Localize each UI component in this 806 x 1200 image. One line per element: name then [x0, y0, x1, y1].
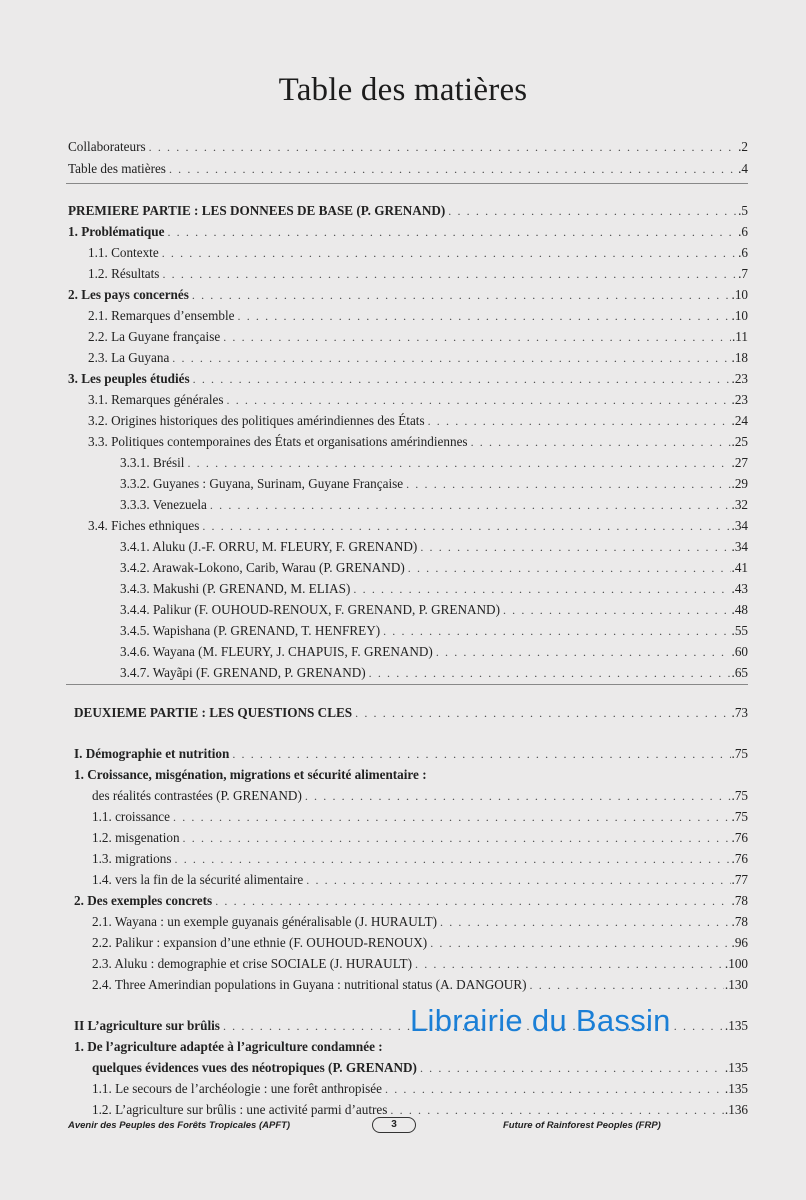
- toc-entry: [92, 935, 748, 951]
- toc-entry-label: 3.3.3. Venezuela: [120, 497, 207, 512]
- toc-entry-label: II L’agriculture sur brûlis: [74, 1018, 220, 1033]
- dot-leader: [305, 788, 731, 804]
- toc-entry: [92, 1060, 748, 1076]
- toc-entry-label: 2.2. La Guyane française: [88, 329, 221, 344]
- toc-entry-label: 1.1. Le secours de l’archéologie : une forêt anthropisée: [92, 1081, 383, 1096]
- dot-leader: [215, 893, 730, 909]
- dot-leader: [448, 203, 737, 219]
- toc-entry-label: 3.3. Politiques contemporaines des États et organisations amérindiennes: [88, 434, 468, 449]
- toc-entry-label: 3.4.1. Aluku (J.-F. ORRU, M. FLEURY, F. GRENAND): [120, 539, 418, 554]
- toc-entry-page: .65: [731, 665, 748, 680]
- toc-entry: [88, 434, 748, 450]
- toc-entry-label: 1. Problématique: [68, 224, 165, 239]
- dot-leader: [162, 266, 737, 282]
- toc-entry: [68, 139, 748, 155]
- dot-leader: [408, 560, 731, 576]
- watermark-text: Librairie du Bassin: [410, 1003, 671, 1038]
- toc-entry-label: 3.4.2. Arawak-Lokono, Carib, Warau (P. GRENAND): [120, 560, 405, 575]
- toc-entry-page: .76: [731, 830, 748, 845]
- toc-entry-page: .5: [738, 203, 748, 218]
- toc-entry-label: Table des matières: [68, 161, 166, 176]
- toc-entry-label: 2.1. Remarques d’ensemble: [88, 308, 235, 323]
- toc-entry: [120, 476, 748, 492]
- toc-entry-page: .96: [731, 935, 748, 950]
- toc-entry-label: 3.4.7. Wayãpi (F. GRENAND, P. GRENAND): [120, 665, 366, 680]
- toc-entry-page: .48: [731, 602, 748, 617]
- toc-entry-label: 3.3.1. Brésil: [120, 455, 185, 470]
- dot-leader: [223, 329, 731, 345]
- toc-entry: [92, 872, 748, 888]
- toc-entry: [68, 287, 748, 303]
- dot-leader: [428, 413, 731, 429]
- toc-entry-label: 2.3. La Guyana: [88, 350, 170, 365]
- toc-entry-label: 3.3.2. Guyanes : Guyana, Surinam, Guyane Française: [120, 476, 404, 491]
- toc-entry-page: .135: [724, 1081, 748, 1096]
- toc-entry: [92, 914, 748, 930]
- toc-entry-page: .76: [731, 851, 748, 866]
- toc-entry-label: Collaborateurs: [68, 139, 146, 154]
- toc-entry-page: .6: [738, 245, 748, 260]
- dot-leader: [420, 1060, 724, 1076]
- dot-leader: [175, 851, 731, 867]
- divider: [66, 183, 748, 184]
- toc-entry: [92, 830, 748, 846]
- toc-entry-page: .55: [731, 623, 748, 638]
- toc-entry: [68, 224, 748, 240]
- toc-entry-page: .29: [731, 476, 748, 491]
- toc-entry: [88, 329, 748, 345]
- toc-entry-page: .41: [731, 560, 748, 575]
- toc-entry: [120, 623, 748, 639]
- toc-entry-page: .7: [738, 266, 748, 281]
- dot-leader: [238, 308, 731, 324]
- toc-entry-page: .23: [731, 392, 748, 407]
- toc-entry-page: .32: [731, 497, 748, 512]
- toc-entry-label: 3.1. Remarques générales: [88, 392, 224, 407]
- toc-entry-label: 2. Des exemples concrets: [74, 893, 213, 908]
- toc-entry-page: .73: [731, 705, 748, 720]
- toc-entry-page: .10: [731, 308, 748, 323]
- dot-leader: [232, 746, 730, 762]
- dot-leader: [415, 956, 724, 972]
- toc-entry: [120, 665, 748, 681]
- toc-entry-page: .6: [738, 224, 748, 239]
- toc-entry-page: .136: [724, 1102, 748, 1117]
- toc-entry-page: .24: [731, 413, 748, 428]
- toc-entry: [88, 266, 748, 282]
- toc-entry-page: .60: [731, 644, 748, 659]
- toc-entry-page: .135: [724, 1060, 748, 1075]
- toc-entry-label: I. Démographie et nutrition: [74, 746, 230, 761]
- divider: [66, 684, 748, 685]
- dot-leader: [149, 139, 737, 155]
- dot-leader: [390, 1102, 724, 1118]
- toc-entry-page: .10: [731, 287, 748, 302]
- toc-entry-label: 1.2. Résultats: [88, 266, 160, 281]
- toc-entry: [92, 956, 748, 972]
- toc-entry-page: .75: [731, 746, 748, 761]
- toc-entry-label: 3.4.4. Palikur (F. OUHOUD-RENOUX, F. GRENAND, P. GRENAND): [120, 602, 500, 617]
- toc-entry: [68, 203, 748, 219]
- toc-entry: [74, 705, 748, 721]
- dot-leader: [355, 705, 730, 721]
- toc-entry-label: 2.1. Wayana : un exemple guyanais généralisable (J. HURAULT): [92, 914, 438, 929]
- toc-entry-label: 3. Les peuples étudiés: [68, 371, 190, 386]
- dot-leader: [210, 497, 731, 513]
- toc-entry: [92, 977, 748, 993]
- toc-entry-page: .75: [731, 788, 748, 803]
- toc-entry-page: .34: [731, 539, 748, 554]
- toc-entry-label: 2.3. Aluku : demographie et crise SOCIALE (J. HURAULT): [92, 956, 412, 971]
- dot-leader: [162, 245, 737, 261]
- toc-entry-page: .23: [731, 371, 748, 386]
- toc-entry-page: .130: [724, 977, 748, 992]
- toc-entry: [120, 539, 748, 555]
- toc-entry: [120, 497, 748, 513]
- toc-entry: [74, 746, 748, 762]
- toc-entry-page: .11: [732, 329, 748, 344]
- toc-entry-page: .18: [731, 350, 748, 365]
- toc-entry-label: 2.4. Three Amerindian populations in Guyana : nutritional status (A. DANGOUR): [92, 977, 527, 992]
- toc-entry: [120, 644, 748, 660]
- toc-entry-page: .25: [731, 434, 748, 449]
- toc-entry: [120, 581, 748, 597]
- toc-entry-page: .2: [738, 139, 748, 154]
- toc-entry: [88, 245, 748, 261]
- toc-entry: [120, 602, 748, 618]
- toc-entry-label: 1. De l’agriculture adaptée à l’agriculture condamnée :: [74, 1039, 383, 1054]
- dot-leader: [385, 1081, 724, 1097]
- toc-entry-page: .77: [731, 872, 748, 887]
- dot-leader: [440, 914, 730, 930]
- dot-leader: [406, 476, 730, 492]
- toc-entry: [92, 851, 748, 867]
- toc-entry-page: .135: [724, 1018, 748, 1033]
- toc-entry-label: 1.1. croissance: [92, 809, 170, 824]
- toc-entry: [88, 308, 748, 324]
- toc-entry-label: 1.1. Contexte: [88, 245, 159, 260]
- toc-entry-label: 3.4.6. Wayana (M. FLEURY, J. CHAPUIS, F. GRENAND): [120, 644, 433, 659]
- dot-leader: [503, 602, 731, 618]
- dot-leader: [169, 161, 737, 177]
- toc-entry: [74, 1039, 748, 1055]
- dot-leader: [369, 665, 731, 681]
- toc-entry: [88, 518, 748, 534]
- toc-entry-label: 2. Les pays concernés: [68, 287, 189, 302]
- dot-leader: [202, 518, 730, 534]
- toc-entry-page: .4: [738, 161, 748, 176]
- toc-entry-label: 3.4. Fiches ethniques: [88, 518, 200, 533]
- toc-entry-label: 1.2. L’agriculture sur brûlis : une activité parmi d’autres: [92, 1102, 388, 1117]
- toc-entry: [120, 560, 748, 576]
- toc-entry: [88, 392, 748, 408]
- dot-leader: [353, 581, 730, 597]
- toc-entry-label: des réalités contrastées (P. GRENAND): [92, 788, 302, 803]
- toc-entry-page: .78: [731, 893, 748, 908]
- dot-leader: [436, 644, 731, 660]
- toc-entry-page: .75: [731, 809, 748, 824]
- dot-leader: [530, 977, 724, 993]
- toc-entry-label: 1.3. migrations: [92, 851, 172, 866]
- toc-entry: [88, 413, 748, 429]
- footer-left: Avenir des Peuples des Forêts Tropicales (APFT): [68, 1120, 291, 1131]
- dot-leader: [306, 872, 730, 888]
- dot-leader: [471, 434, 731, 450]
- page-title: Table des matières: [278, 72, 528, 108]
- dot-leader: [192, 287, 731, 303]
- footer-right: Future of Rainforest Peoples (FRP): [503, 1120, 661, 1131]
- toc-entry-label: PREMIERE PARTIE : LES DONNEES DE BASE (P. GRENAND): [68, 203, 446, 218]
- toc-entry-page: .78: [731, 914, 748, 929]
- toc-entry: [88, 350, 748, 366]
- toc-entry-page: .100: [724, 956, 748, 971]
- dot-leader: [227, 392, 731, 408]
- toc-entry: [68, 371, 748, 387]
- toc-entry: [92, 788, 748, 804]
- toc-entry-label: DEUXIEME PARTIE : LES QUESTIONS CLES: [74, 705, 353, 720]
- dot-leader: [187, 455, 730, 471]
- toc-entry-page: .27: [731, 455, 748, 470]
- footer-page-number: 3: [372, 1117, 416, 1133]
- dot-leader: [420, 539, 730, 555]
- toc-entry: [92, 809, 748, 825]
- toc-entry-label: 1. Croissance, misgénation, migrations et sécurité alimentaire :: [74, 767, 427, 782]
- dot-leader: [183, 830, 731, 846]
- toc-entry: [74, 893, 748, 909]
- toc-entry: [120, 455, 748, 471]
- dot-leader: [173, 809, 731, 825]
- toc-entry-label: 3.4.3. Makushi (P. GRENAND, M. ELIAS): [120, 581, 351, 596]
- dot-leader: [383, 623, 730, 639]
- toc-entry-label: 3.2. Origines historiques des politiques amérindiennes des États: [88, 413, 425, 428]
- dot-leader: [167, 224, 737, 240]
- dot-leader: [430, 935, 730, 951]
- toc-entry-label: 1.2. misgenation: [92, 830, 180, 845]
- toc-entry-label: 2.2. Palikur : expansion d’une ethnie (F. OUHOUD-RENOUX): [92, 935, 428, 950]
- toc-entry: [92, 1102, 748, 1118]
- toc-entry-page: .34: [731, 518, 748, 533]
- toc-entry-label: 1.4. vers la fin de la sécurité alimentaire: [92, 872, 304, 887]
- toc-entry: [68, 161, 748, 177]
- dot-leader: [193, 371, 731, 387]
- dot-leader: [172, 350, 730, 366]
- toc-entry-page: .43: [731, 581, 748, 596]
- toc-entry: [74, 767, 748, 783]
- toc-entry-label: quelques évidences vues des néotropiques (P. GRENAND): [92, 1060, 417, 1075]
- toc-entry-label: 3.4.5. Wapishana (P. GRENAND, T. HENFREY): [120, 623, 381, 638]
- toc-entry: [92, 1081, 748, 1097]
